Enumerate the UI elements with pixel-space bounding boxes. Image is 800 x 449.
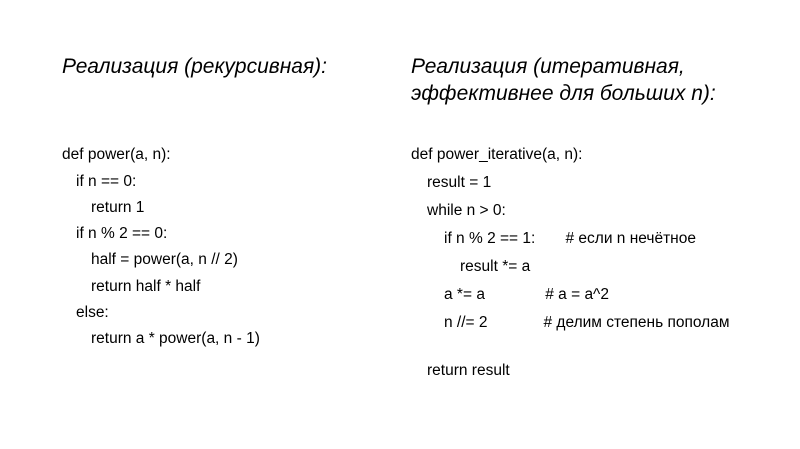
code-line: half = power(a, n // 2) xyxy=(91,251,238,268)
heading-recursive: Реализация (рекурсивная): xyxy=(62,55,327,78)
code-line: return result xyxy=(427,362,510,379)
code-line: while n > 0: xyxy=(427,202,506,219)
code-line: return 1 xyxy=(91,199,145,216)
code-line: a *= a # a = a^2 xyxy=(444,286,609,303)
code-line: if n % 2 == 0: xyxy=(76,225,168,242)
code-line: else: xyxy=(76,304,109,321)
code-line: n //= 2 # делим степень пополам xyxy=(444,314,730,331)
heading-iterative: Реализация (итеративная, эффективнее для больших n): xyxy=(411,55,716,105)
code-line: def power_iterative(a, n): xyxy=(411,146,583,163)
code-line: if n % 2 == 1: # если n нечётное xyxy=(444,230,696,247)
code-line: result *= a xyxy=(460,258,531,275)
code-line: result = 1 xyxy=(427,174,492,191)
code-line: if n == 0: xyxy=(76,173,137,190)
code-line: def power(a, n): xyxy=(62,146,171,163)
code-line: return a * power(a, n - 1) xyxy=(91,330,260,347)
code-line: return half * half xyxy=(91,278,201,295)
